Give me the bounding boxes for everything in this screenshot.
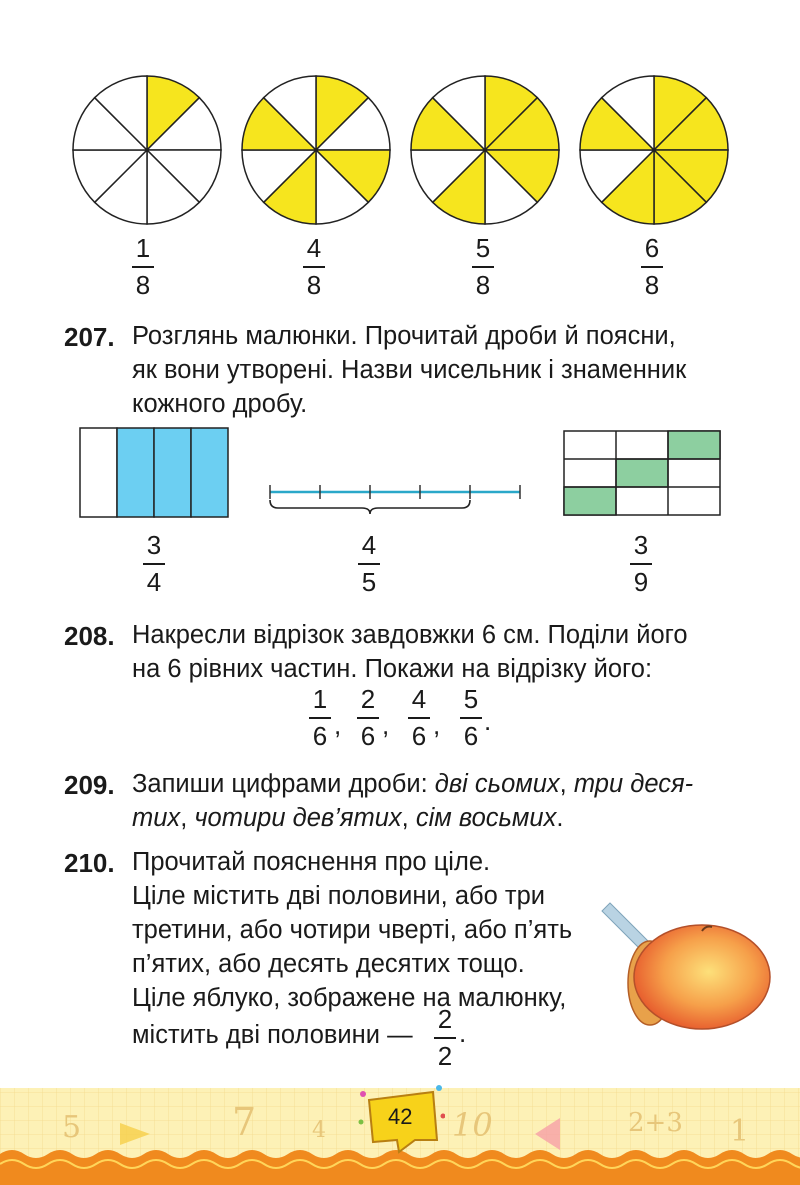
doodle-digit: 7 [232,1100,257,1144]
text-line: п’ятих, або десять десятих тощо. [132,950,525,978]
numerator: 2 [437,1004,453,1034]
text-line: кожного дробу. [132,390,308,418]
comma: , [334,710,342,740]
exercise-209-text [132,767,762,835]
fraction-5-6 [460,684,482,751]
period: . [556,804,564,832]
denominator: 2 [437,1041,453,1071]
comma: , [382,710,390,740]
numerator: 5 [463,684,479,714]
numerator: 6 [644,233,660,263]
numerator: 2 [360,684,376,714]
numerator: 1 [312,684,328,714]
numerator: 3 [146,530,162,560]
comma: , [433,710,441,740]
fraction-2-2 [434,1004,456,1071]
number-line-figure [262,478,528,518]
numerator: 1 [135,233,151,263]
doodle-digit: 5 [62,1110,82,1145]
doodle-digit: 10 [452,1106,493,1144]
denominator: 6 [312,721,328,751]
exercise-210-number: 210. [64,848,115,878]
fraction-word: три деся- [573,770,694,798]
exercise-207-number: 207. [64,322,115,352]
circle-fraction-3 [472,233,494,300]
circle-fraction-4 [641,233,663,300]
comma: , [180,804,195,832]
text-line: як вони утворені. Назви чисельник і знаменник [132,356,687,384]
numerator: 3 [633,530,649,560]
page-number: 42 [388,1104,413,1129]
text-line [132,767,762,801]
rectangle-quarters-figure [78,426,230,519]
period: . [484,706,492,736]
period: . [459,1018,467,1048]
exercise-207-text [132,319,752,421]
numerator: 4 [306,233,322,263]
text-line: Накресли відрізок завдовжки 6 см. Поділи його [132,621,688,649]
numerator: 4 [361,530,377,560]
denominator: 8 [644,270,660,300]
circle-fraction-2 [303,233,325,300]
fraction-word: чотири дев’ятих [194,804,402,832]
fraction-2-6 [357,684,379,751]
denominator: 8 [306,270,322,300]
text-line: містить дві половини — [132,1021,413,1049]
fraction-circles [0,0,800,300]
text: Запиши цифрами дроби: [132,770,435,798]
doodle-digit: 2+3 [628,1108,683,1138]
apple-knife-illustration [590,895,780,1035]
denominator: 6 [411,721,427,751]
denominator: 4 [146,567,162,597]
text-line [132,801,762,835]
text-line: на 6 рівних частин. Покажи на відрізку його: [132,655,653,683]
circle-fraction-1 [132,233,154,300]
exercise-210-text [132,845,602,1015]
doodle-digit: 4 [312,1118,326,1143]
grid-ninths-figure [562,429,722,517]
doodle-digit: 1 [730,1114,750,1149]
fraction-1-6 [309,684,331,751]
figure-fraction-2 [358,530,380,597]
exercise-208-text [132,618,762,686]
figure-fraction-3 [630,530,652,597]
exercise-209-number: 209. [64,770,115,800]
comma: , [559,770,574,798]
text-line: Ціле яблуко, зображене на малюнку, [132,984,567,1012]
denominator: 8 [475,270,491,300]
fraction-word: тих [132,804,181,832]
text-line: третини, або чотири чверті, або п’ять [132,916,573,944]
denominator: 5 [361,567,377,597]
numerator: 4 [411,684,427,714]
fraction-word: дві сьомих [434,770,560,798]
denominator: 6 [360,721,376,751]
fraction-word: сім восьмих [415,804,557,832]
comma: , [401,804,416,832]
figure-fraction-1 [143,530,165,597]
denominator: 9 [633,567,649,597]
numerator: 5 [475,233,491,263]
exercise-208-number: 208. [64,621,115,651]
fraction-4-6 [408,684,430,751]
denominator: 6 [463,721,479,751]
text-line: Прочитай пояснення про ціле. [132,848,491,876]
denominator: 8 [135,270,151,300]
page-footer [0,1078,800,1185]
text-line: Ціле містить дві половини, або три [132,882,545,910]
text-line: Розглянь малюнки. Прочитай дроби й поясни, [132,322,676,350]
